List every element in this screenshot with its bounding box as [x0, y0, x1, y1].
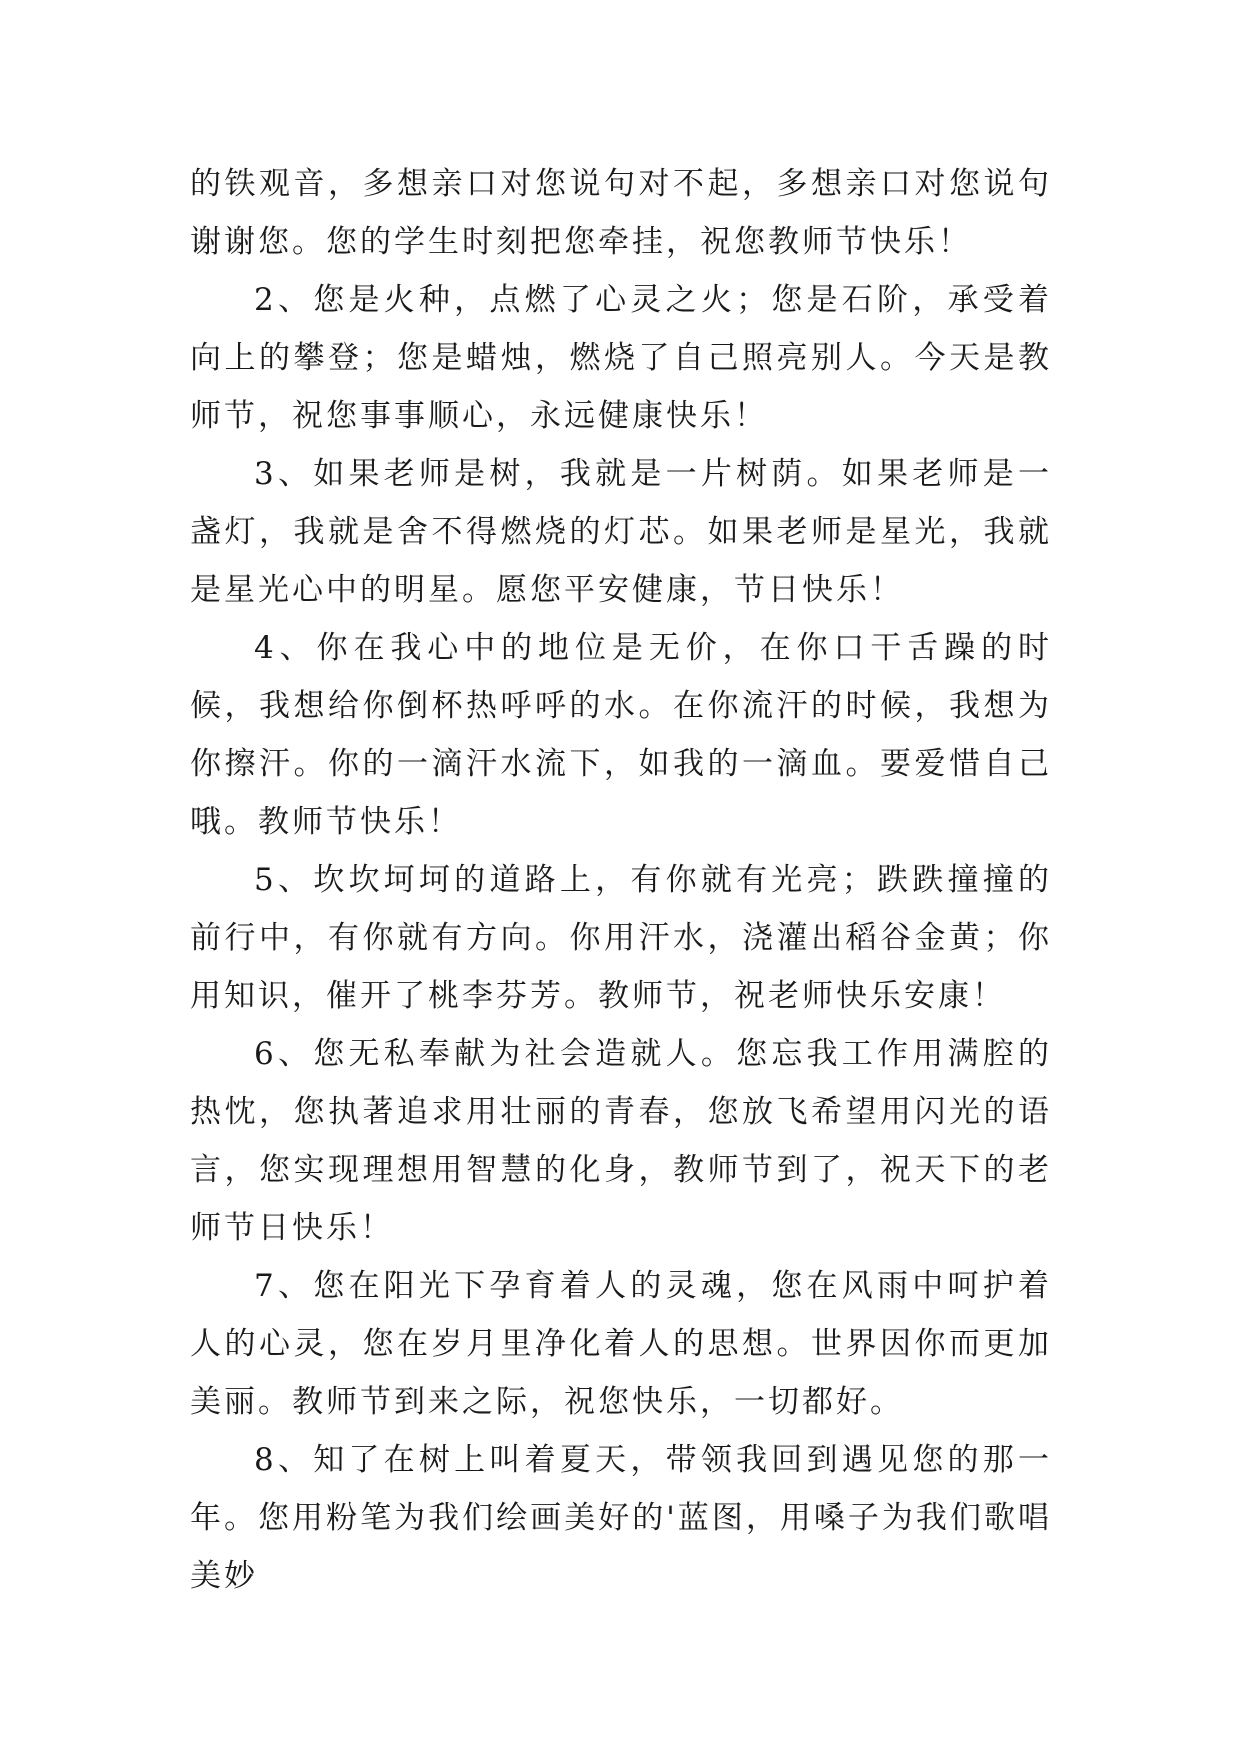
paragraph-8: 8、知了在树上叫着夏天，带领我回到遇见您的那一年。您用粉笔为我们绘画美好的'蓝图，用嗓子为我们歌唱美妙 — [190, 1442, 1052, 1594]
paragraph-1-continued: 的铁观音，多想亲口对您说句对不起，多想亲口对您说句谢谢您。您的学生时刻把您牵挂，祝您教师节快乐！ — [190, 166, 1052, 260]
paragraph-3: 3、如果老师是树，我就是一片树荫。如果老师是一盏灯，我就是舍不得燃烧的灯芯。如果老师是星光，我就是星光心中的明星。愿您平安健康，节日快乐！ — [190, 456, 1052, 608]
paragraph-6: 6、您无私奉献为社会造就人。您忘我工作用满腔的热忱，您执著追求用壮丽的青春，您放飞希望用闪光的语言，您实现理想用智慧的化身，教师节到了，祝天下的老师节日快乐！ — [190, 1036, 1052, 1246]
paragraph-2: 2、您是火种，点燃了心灵之火；您是石阶，承受着向上的攀登；您是蜡烛，燃烧了自己照亮别人。今天是教师节，祝您事事顺心，永远健康快乐！ — [190, 282, 1052, 434]
paragraph-4: 4、你在我心中的地位是无价，在你口干舌躁的时候，我想给你倒杯热呼呼的水。在你流汗的时候，我想为你擦汗。你的一滴汗水流下，如我的一滴血。要爱惜自己哦。教师节快乐！ — [190, 630, 1052, 840]
document-body — [190, 155, 1052, 1605]
paragraph-5: 5、坎坎坷坷的道路上，有你就有光亮；跌跌撞撞的前行中，有你就有方向。你用汗水，浇灌出稻谷金黄；你用知识，催开了桃李芬芳。教师节，祝老师快乐安康！ — [190, 862, 1052, 1014]
paragraph-7: 7、您在阳光下孕育着人的灵魂，您在风雨中呵护着人的心灵，您在岁月里净化着人的思想。世界因你而更加美丽。教师节到来之际，祝您快乐，一切都好。 — [190, 1268, 1052, 1420]
